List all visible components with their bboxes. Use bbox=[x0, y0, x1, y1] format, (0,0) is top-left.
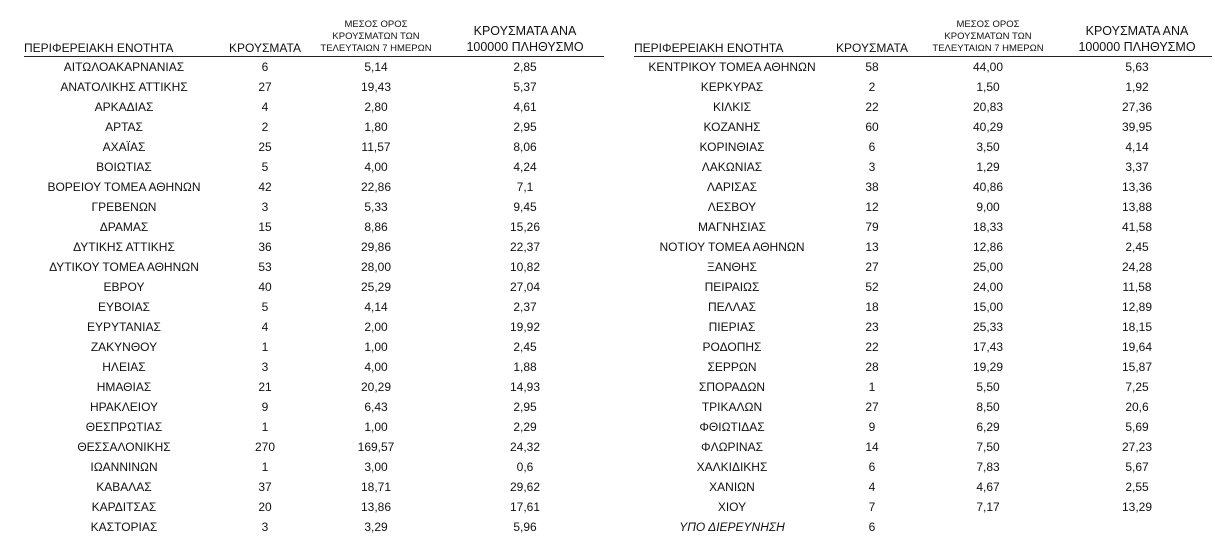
right-regions-table bbox=[634, 2, 1212, 537]
avg7-cell: 44,00 bbox=[972, 60, 1004, 74]
avg7-cell: 25,00 bbox=[972, 260, 1004, 274]
region-cell: ΚΕΡΚΥΡΑΣ bbox=[700, 80, 764, 94]
region-cell: ΡΟΔΟΠΗΣ bbox=[702, 340, 762, 354]
per100k-cell: 7,25 bbox=[1125, 380, 1149, 394]
per100k-cell: 10,82 bbox=[509, 260, 541, 274]
per100k-cell: 7,1 bbox=[516, 180, 534, 194]
table-row bbox=[24, 397, 604, 417]
avg7-cell: 6,43 bbox=[364, 400, 388, 414]
avg7-cell: 4,00 bbox=[364, 360, 388, 374]
region-cell: ΑΧΑΪΑΣ bbox=[102, 140, 146, 154]
cases-cell: 4 bbox=[261, 100, 269, 114]
right-table-body bbox=[634, 57, 1212, 538]
region-cell: ΠΙΕΡΙΑΣ bbox=[708, 320, 756, 334]
per100k-cell: 24,32 bbox=[509, 440, 541, 454]
per100k-header-line2: 100000 ΠΛΗΘΥΣΜΟ bbox=[466, 40, 584, 54]
cases-cell: 270 bbox=[254, 440, 276, 454]
region-cell: ΚΟΡΙΝΘΙΑΣ bbox=[699, 140, 765, 154]
region-cell: ΘΕΣΣΑΛΟΝΙΚΗΣ bbox=[77, 440, 171, 454]
per100k-cell: 3,37 bbox=[1125, 160, 1149, 174]
cases-cell: 38 bbox=[865, 180, 879, 194]
avg7-cell: 19,43 bbox=[360, 80, 392, 94]
per100k-cell: 18,15 bbox=[1121, 320, 1153, 334]
per100k-cell: 5,67 bbox=[1125, 460, 1149, 474]
per100k-cell: 27,36 bbox=[1121, 100, 1153, 114]
cases-cell: 3 bbox=[868, 160, 876, 174]
avg7-cell: 20,83 bbox=[972, 100, 1004, 114]
cases-cell: 4 bbox=[261, 320, 269, 334]
avg7-cell: 8,50 bbox=[976, 400, 1000, 414]
left-table-header bbox=[24, 2, 604, 57]
region-cell: ΕΥΡΥΤΑΝΙΑΣ bbox=[87, 320, 161, 334]
cases-cell: 27 bbox=[865, 400, 879, 414]
avg7-cell: 8,86 bbox=[364, 220, 388, 234]
cases-cell: 3 bbox=[261, 360, 269, 374]
region-cell: ΒΟΙΩΤΙΑΣ bbox=[96, 160, 152, 174]
table-row bbox=[634, 497, 1212, 517]
right-table-header bbox=[634, 2, 1212, 57]
per100k-header bbox=[1062, 2, 1212, 57]
per100k-header bbox=[446, 2, 604, 57]
per100k-cell: 24,28 bbox=[1121, 260, 1153, 274]
cases-cell: 3 bbox=[261, 200, 269, 214]
avg7-cell: 3,00 bbox=[364, 460, 388, 474]
cases-cell: 6 bbox=[868, 520, 876, 534]
per100k-cell: 13,88 bbox=[1121, 200, 1153, 214]
table-row bbox=[634, 197, 1212, 217]
region-cell: ΑΙΤΩΛΟΑΚΑΡΝΑΝΙΑΣ bbox=[63, 60, 185, 74]
table-row bbox=[634, 177, 1212, 197]
region-cell: ΥΠΟ ΔΙΕΡΕΥΝΗΣΗ bbox=[679, 520, 785, 534]
avg7-header-line3: ΤΕΛΕΥΤΑΙΩΝ 7 ΗΜΕΡΩΝ bbox=[320, 43, 432, 54]
table-row bbox=[24, 177, 604, 197]
cases-cell: 6 bbox=[868, 140, 876, 154]
per100k-cell: 4,24 bbox=[513, 160, 537, 174]
cases-cell: 20 bbox=[258, 500, 272, 514]
per100k-cell: 2,37 bbox=[513, 300, 537, 314]
table-row bbox=[24, 317, 604, 337]
avg7-cell: 169,57 bbox=[357, 440, 395, 454]
table-row bbox=[634, 457, 1212, 477]
cases-cell: 27 bbox=[258, 80, 272, 94]
avg7-cell: 4,00 bbox=[364, 160, 388, 174]
region-cell: ΖΑΚΥΝΘΟΥ bbox=[90, 340, 158, 354]
cases-cell: 22 bbox=[865, 340, 879, 354]
per100k-cell: 39,95 bbox=[1121, 120, 1153, 134]
table-row bbox=[24, 377, 604, 397]
cases-cell: 1 bbox=[868, 380, 876, 394]
table-row bbox=[634, 237, 1212, 257]
avg7-cell: 3,50 bbox=[976, 140, 1000, 154]
table-row bbox=[24, 477, 604, 497]
per100k-cell: 19,64 bbox=[1121, 340, 1153, 354]
per100k-cell: 22,37 bbox=[509, 240, 541, 254]
per100k-cell: 29,62 bbox=[509, 480, 541, 494]
table-row bbox=[634, 337, 1212, 357]
avg7-header-line2: ΚΡΟΥΣΜΑΤΩΝ ΤΩΝ bbox=[332, 31, 420, 42]
per100k-cell: 27,23 bbox=[1121, 440, 1153, 454]
region-cell: ΜΑΓΝΗΣΙΑΣ bbox=[697, 220, 767, 234]
region-cell: ΚΑΒΑΛΑΣ bbox=[96, 480, 152, 494]
cases-cell: 79 bbox=[865, 220, 879, 234]
table-row bbox=[634, 357, 1212, 377]
region-cell: ΛΑΡΙΣΑΣ bbox=[706, 180, 758, 194]
table-row bbox=[634, 57, 1212, 78]
avg7-cell: 18,33 bbox=[972, 220, 1004, 234]
cases-cell: 37 bbox=[258, 480, 272, 494]
avg7-cell: 20,29 bbox=[360, 380, 392, 394]
cases-cell: 9 bbox=[868, 420, 876, 434]
avg7-cell: 24,00 bbox=[972, 280, 1004, 294]
region-cell: ΛΕΣΒΟΥ bbox=[707, 200, 757, 214]
table-row bbox=[634, 377, 1212, 397]
per100k-cell: 17,61 bbox=[509, 500, 541, 514]
table-row bbox=[24, 77, 604, 97]
region-cell: ΞΑΝΘΗΣ bbox=[707, 260, 757, 274]
table-row bbox=[24, 457, 604, 477]
avg7-cell: 15,00 bbox=[972, 300, 1004, 314]
cases-cell: 15 bbox=[258, 220, 272, 234]
cases-cell: 1 bbox=[261, 420, 269, 434]
table-row bbox=[24, 497, 604, 517]
per100k-cell: 0,6 bbox=[516, 460, 534, 474]
cases-cell: 53 bbox=[258, 260, 272, 274]
region-cell: ΕΒΡΟΥ bbox=[103, 280, 145, 294]
region-cell: ΚΑΣΤΟΡΙΑΣ bbox=[90, 520, 158, 534]
region-cell: ΤΡΙΚΑΛΩΝ bbox=[701, 400, 763, 414]
cases-header: ΚΡΟΥΣΜΑΤΑ bbox=[229, 41, 301, 55]
cases-cell: 12 bbox=[865, 200, 879, 214]
table-row bbox=[24, 217, 604, 237]
avg7-cell bbox=[914, 517, 1062, 537]
cases-cell: 2 bbox=[261, 120, 269, 134]
cases-cell: 5 bbox=[261, 300, 269, 314]
region-cell: ΣΕΡΡΩΝ bbox=[707, 360, 757, 374]
region-header: ΠΕΡΙΦΕΡΕΙΑΚΗ ΕΝΟΤΗΤΑ bbox=[24, 41, 174, 55]
cases-cell: 40 bbox=[258, 280, 272, 294]
cases-cell: 5 bbox=[261, 160, 269, 174]
per100k-cell: 2,85 bbox=[513, 60, 537, 74]
cases-cell: 42 bbox=[258, 180, 272, 194]
cases-cell: 7 bbox=[868, 500, 876, 514]
avg7-cell: 4,14 bbox=[364, 300, 388, 314]
region-cell: ΓΡΕΒΕΝΩΝ bbox=[91, 200, 157, 214]
region-cell: ΗΡΑΚΛΕΙΟΥ bbox=[89, 400, 159, 414]
per100k-cell: 41,58 bbox=[1121, 220, 1153, 234]
region-cell: ΔΥΤΙΚΗΣ ΑΤΤΙΚΗΣ bbox=[73, 240, 175, 254]
per100k-cell: 5,37 bbox=[513, 80, 537, 94]
per100k-cell: 2,95 bbox=[513, 400, 537, 414]
table-row bbox=[634, 397, 1212, 417]
region-cell: ΚΙΛΚΙΣ bbox=[712, 100, 752, 114]
cases-cell: 3 bbox=[261, 520, 269, 534]
region-cell: ΝΟΤΙΟΥ ΤΟΜΕΑ ΑΘΗΝΩΝ bbox=[659, 240, 805, 254]
region-cell: ΚΑΡΔΙΤΣΑΣ bbox=[91, 500, 157, 514]
cases-cell: 6 bbox=[868, 460, 876, 474]
cases-cell: 36 bbox=[258, 240, 272, 254]
avg7-header-line2: ΚΡΟΥΣΜΑΤΩΝ ΤΩΝ bbox=[944, 31, 1032, 42]
table-row bbox=[24, 237, 604, 257]
avg7-cell: 11,57 bbox=[361, 140, 391, 154]
per100k-cell: 5,69 bbox=[1125, 420, 1149, 434]
table-row bbox=[634, 437, 1212, 457]
table-row bbox=[24, 517, 604, 537]
region-header: ΠΕΡΙΦΕΡΕΙΑΚΗ ΕΝΟΤΗΤΑ bbox=[634, 41, 784, 55]
per100k-header-line1: ΚΡΟΥΣΜΑΤΑ ΑΝΑ bbox=[473, 24, 577, 38]
table-row bbox=[24, 197, 604, 217]
region-cell: ΔΡΑΜΑΣ bbox=[99, 220, 149, 234]
per100k-cell: 2,45 bbox=[1125, 240, 1149, 254]
per100k-cell: 15,87 bbox=[1121, 360, 1153, 374]
per100k-cell: 11,58 bbox=[1122, 280, 1152, 294]
cases-cell: 18 bbox=[865, 300, 879, 314]
region-cell: ΧΙΟΥ bbox=[717, 500, 747, 514]
table-row bbox=[634, 317, 1212, 337]
per100k-cell: 8,06 bbox=[513, 140, 537, 154]
per100k-cell: 5,63 bbox=[1125, 60, 1149, 74]
cases-cell: 14 bbox=[865, 440, 879, 454]
table-row bbox=[24, 357, 604, 377]
table-row bbox=[24, 277, 604, 297]
cases-cell: 9 bbox=[261, 400, 269, 414]
avg7-cell: 29,86 bbox=[360, 240, 392, 254]
cases-cell: 13 bbox=[865, 240, 879, 254]
cases-cell: 2 bbox=[868, 80, 876, 94]
region-cell: ΑΡΚΑΔΙΑΣ bbox=[94, 100, 154, 114]
region-cell: ΘΕΣΠΡΩΤΙΑΣ bbox=[85, 420, 163, 434]
table-row bbox=[24, 337, 604, 357]
table-row bbox=[634, 117, 1212, 137]
avg7-cell: 1,50 bbox=[976, 80, 1000, 94]
per100k-cell: 27,04 bbox=[509, 280, 541, 294]
table-row bbox=[24, 117, 604, 137]
region-cell: ΦΘΙΩΤΙΔΑΣ bbox=[699, 420, 765, 434]
avg7-cell: 9,00 bbox=[976, 200, 1000, 214]
region-cell: ΑΝΑΤΟΛΙΚΗΣ ΑΤΤΙΚΗΣ bbox=[60, 80, 188, 94]
avg7-cell: 1,29 bbox=[976, 160, 1000, 174]
region-cell: ΧΑΝΙΩΝ bbox=[709, 480, 755, 494]
avg7-cell: 6,29 bbox=[976, 420, 1000, 434]
table-row bbox=[634, 297, 1212, 317]
table-row bbox=[634, 417, 1212, 437]
per100k-cell: 9,45 bbox=[513, 200, 537, 214]
avg7-header bbox=[914, 2, 1062, 57]
avg7-cell: 28,00 bbox=[360, 260, 392, 274]
cases-cell: 22 bbox=[865, 100, 879, 114]
cases-cell: 27 bbox=[865, 260, 879, 274]
avg7-header-line1: ΜΕΣΟΣ ΟΡΟΣ bbox=[956, 19, 1020, 30]
table-row bbox=[634, 277, 1212, 297]
avg7-cell: 3,29 bbox=[364, 520, 388, 534]
left-regions-table bbox=[24, 2, 604, 537]
avg7-header-line3: ΤΕΛΕΥΤΑΙΩΝ 7 ΗΜΕΡΩΝ bbox=[932, 43, 1044, 54]
per100k-cell: 1,92 bbox=[1125, 80, 1149, 94]
region-cell: ΚΕΝΤΡΙΚΟΥ ΤΟΜΕΑ ΑΘΗΝΩΝ bbox=[648, 60, 816, 74]
cases-cell: 28 bbox=[865, 360, 879, 374]
avg7-cell: 22,86 bbox=[360, 180, 392, 194]
table-row bbox=[24, 157, 604, 177]
cases-cell: 6 bbox=[261, 60, 269, 74]
table-row bbox=[24, 437, 604, 457]
avg7-cell: 17,43 bbox=[972, 340, 1004, 354]
per100k-cell: 5,96 bbox=[513, 520, 537, 534]
cases-cell: 60 bbox=[865, 120, 879, 134]
per100k-header-line1: ΚΡΟΥΣΜΑΤΑ ΑΝΑ bbox=[1085, 24, 1189, 38]
per100k-cell: 2,45 bbox=[513, 340, 537, 354]
per100k-cell: 4,14 bbox=[1125, 140, 1149, 154]
cases-cell: 52 bbox=[865, 280, 879, 294]
region-cell: ΕΥΒΟΙΑΣ bbox=[97, 300, 151, 314]
region-cell: ΗΜΑΘΙΑΣ bbox=[96, 380, 152, 394]
table-row bbox=[634, 257, 1212, 277]
table-row bbox=[634, 137, 1212, 157]
per100k-cell: 14,93 bbox=[509, 380, 541, 394]
per100k-cell: 12,89 bbox=[1121, 300, 1153, 314]
per100k-cell: 2,29 bbox=[513, 420, 537, 434]
region-cell: ΗΛΕΙΑΣ bbox=[102, 360, 146, 374]
region-cell: ΧΑΛΚΙΔΙΚΗΣ bbox=[696, 460, 768, 474]
region-cell: ΚΟΖΑΝΗΣ bbox=[703, 120, 761, 134]
per100k-cell: 13,36 bbox=[1121, 180, 1153, 194]
table-row bbox=[634, 517, 1212, 537]
region-cell: ΙΩΑΝΝΙΝΩΝ bbox=[90, 460, 158, 474]
per100k-cell bbox=[1062, 517, 1212, 537]
avg7-cell: 12,86 bbox=[972, 240, 1004, 254]
table-row bbox=[634, 157, 1212, 177]
avg7-cell: 1,80 bbox=[364, 120, 388, 134]
per100k-cell: 19,92 bbox=[509, 320, 541, 334]
avg7-cell: 5,14 bbox=[364, 60, 388, 74]
table-row bbox=[24, 257, 604, 277]
per100k-cell: 13,29 bbox=[1121, 500, 1153, 514]
table-row bbox=[634, 77, 1212, 97]
avg7-header bbox=[306, 2, 446, 57]
avg7-header-line1: ΜΕΣΟΣ ΟΡΟΣ bbox=[344, 19, 408, 30]
region-cell: ΣΠΟΡΑΔΩΝ bbox=[698, 380, 766, 394]
cases-cell: 4 bbox=[868, 480, 876, 494]
table-row bbox=[634, 217, 1212, 237]
cases-header: ΚΡΟΥΣΜΑΤΑ bbox=[836, 41, 908, 55]
per100k-cell: 20,6 bbox=[1125, 400, 1149, 414]
per100k-header-line2: 100000 ΠΛΗΘΥΣΜΟ bbox=[1078, 40, 1196, 54]
cases-cell: 21 bbox=[258, 380, 272, 394]
cases-cell: 1 bbox=[261, 460, 269, 474]
region-cell: ΠΕΙΡΑΙΩΣ bbox=[704, 280, 760, 294]
region-cell: ΦΛΩΡΙΝΑΣ bbox=[701, 440, 763, 454]
table-row bbox=[24, 97, 604, 117]
avg7-cell: 5,50 bbox=[976, 380, 1000, 394]
per100k-cell: 1,88 bbox=[513, 360, 537, 374]
table-row bbox=[24, 297, 604, 317]
avg7-cell: 7,50 bbox=[976, 440, 1000, 454]
avg7-cell: 40,86 bbox=[972, 180, 1004, 194]
cases-cell: 25 bbox=[258, 140, 272, 154]
avg7-cell: 18,71 bbox=[360, 480, 392, 494]
avg7-cell: 40,29 bbox=[972, 120, 1004, 134]
avg7-cell: 7,17 bbox=[976, 500, 1000, 514]
avg7-cell: 1,00 bbox=[364, 340, 388, 354]
per100k-cell: 15,26 bbox=[509, 220, 541, 234]
table-row bbox=[24, 137, 604, 157]
cases-cell: 58 bbox=[865, 60, 879, 74]
region-cell: ΑΡΤΑΣ bbox=[105, 120, 143, 134]
avg7-cell: 25,29 bbox=[360, 280, 392, 294]
per100k-cell: 2,55 bbox=[1125, 480, 1149, 494]
avg7-cell: 7,83 bbox=[976, 460, 1000, 474]
avg7-cell: 25,33 bbox=[972, 320, 1004, 334]
avg7-cell: 19,29 bbox=[972, 360, 1004, 374]
cases-cell: 1 bbox=[261, 340, 269, 354]
avg7-cell: 2,00 bbox=[364, 320, 388, 334]
region-cell: ΛΑΚΩΝΙΑΣ bbox=[701, 160, 763, 174]
avg7-cell: 5,33 bbox=[364, 200, 388, 214]
table-row bbox=[634, 97, 1212, 117]
region-cell: ΒΟΡΕΙΟΥ ΤΟΜΕΑ ΑΘΗΝΩΝ bbox=[47, 180, 201, 194]
per100k-cell: 2,95 bbox=[513, 120, 537, 134]
avg7-cell: 1,00 bbox=[364, 420, 388, 434]
cases-cell: 23 bbox=[865, 320, 879, 334]
region-cell: ΔΥΤΙΚΟΥ ΤΟΜΕΑ ΑΘΗΝΩΝ bbox=[49, 260, 199, 274]
avg7-cell: 2,80 bbox=[364, 100, 388, 114]
avg7-cell: 4,67 bbox=[976, 480, 1000, 494]
left-table-body bbox=[24, 57, 604, 538]
table-row bbox=[634, 477, 1212, 497]
region-cell: ΠΕΛΛΑΣ bbox=[707, 300, 757, 314]
avg7-cell: 13,86 bbox=[360, 500, 392, 514]
table-row bbox=[24, 417, 604, 437]
table-row bbox=[24, 57, 604, 78]
per100k-cell: 4,61 bbox=[513, 100, 537, 114]
